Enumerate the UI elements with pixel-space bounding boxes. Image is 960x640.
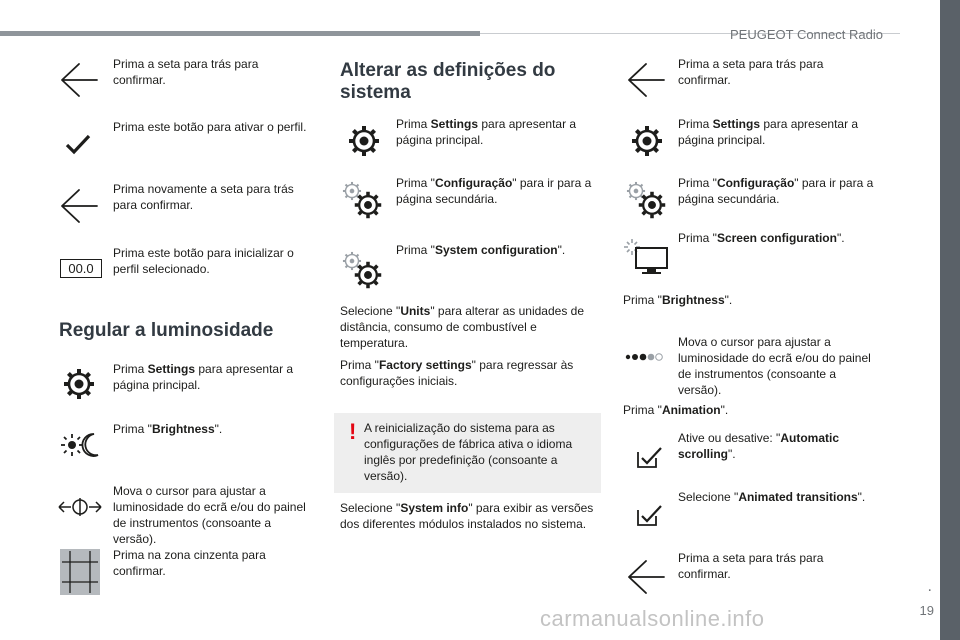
col3-animation-paragraph: Prima "Animation". — [623, 403, 729, 417]
col1-step-activate-profile: Prima este botão para ativar o perfil. — [113, 120, 307, 134]
double-gear-icon-large — [353, 190, 383, 220]
col1-step-settings: Prima Settings para apresentar a página principal. — [113, 362, 294, 392]
watermark: carmanualsonline.info — [540, 606, 765, 631]
double-gear-icon[interactable] — [625, 180, 667, 220]
col3-step-settings: Prima Settings para apresentar a página principal. — [678, 117, 859, 147]
screen-sun-icon[interactable] — [624, 237, 670, 277]
col2-system-info-paragraph: Selecione "System info" para exibir as versões dos diferentes módulos instalados no sistema. — [340, 501, 594, 531]
back-arrow-icon[interactable] — [624, 557, 668, 597]
frame-corner-icon — [60, 549, 100, 595]
checkbox-icon[interactable] — [634, 502, 664, 528]
col2-units-paragraph: Selecione "Units" para alterar as unidades de distância, consumo de combustível e temperatura. — [340, 304, 585, 350]
col1-step-move-slider: Mova o cursor para ajustar a luminosidade do ecrã e/ou do painel de instrumentos (consoante a versão). — [113, 484, 306, 546]
col2-step-system-configuration: Prima "System configuration". — [396, 243, 566, 257]
col3-step-auto-scrolling: Ative ou desative: "Automatic scrolling". — [678, 431, 839, 461]
col1-step-confirm-again: Prima novamente a seta para trás para confirmar. — [113, 182, 294, 212]
sun-moon-icon[interactable] — [58, 430, 102, 460]
col3-brightness-paragraph: Prima "Brightness". — [623, 293, 733, 307]
col3-step-confirm-final: Prima a seta para trás para confirmar. — [678, 551, 824, 581]
gear-icon[interactable] — [630, 124, 664, 158]
section-heading-system: Alterar as definições do sistema — [340, 60, 556, 103]
col3-step-configuration: Prima "Configuração" para ir para a página secundária. — [678, 176, 874, 206]
col1-step-grey-zone: Prima na zona cinzenta para confirmar. — [113, 548, 266, 578]
col2-step-settings: Prima Settings para apresentar a página principal. — [396, 117, 577, 147]
top-rule — [0, 31, 480, 36]
section-heading-brightness: Regular a luminosidade — [59, 320, 274, 341]
warning-text: A reinicialização do sistema para as configurações de fábrica ativa o idioma inglês por predefinição (consoante a versão). — [364, 421, 573, 483]
col1-step-confirm: Prima a seta para trás para confirmar. — [113, 57, 259, 87]
page-header: PEUGEOT Connect Radio — [730, 27, 883, 42]
col2-factory-paragraph: Prima "Factory settings" para regressar às configurações iniciais. — [340, 358, 574, 388]
brightness-dots-icon[interactable] — [624, 350, 666, 364]
col3-step-confirm: Prima a seta para trás para confirmar. — [678, 57, 824, 87]
gear-icon[interactable] — [62, 367, 96, 401]
double-gear-icon-large — [637, 190, 667, 220]
slider-icon[interactable] — [57, 495, 103, 519]
grey-confirm-zone[interactable] — [60, 549, 100, 595]
warning-exclamation-icon: ! — [349, 419, 357, 444]
back-arrow-icon[interactable] — [57, 60, 101, 100]
reset-profile-button[interactable]: 00.0 — [60, 259, 102, 278]
col2-step-configuration: Prima "Configuração" para ir para a página secundária. — [396, 176, 592, 206]
page-dot: . — [927, 578, 932, 595]
double-gear-icon[interactable] — [341, 180, 383, 220]
col3-step-move-slider: Mova o cursor para ajustar a luminosidade do ecrã e/ou do painel de instrumentos (consoante a versão). — [678, 335, 871, 397]
page-number: 19 — [919, 603, 934, 618]
checkbox-icon[interactable] — [634, 444, 664, 470]
col3-step-animated-transitions: Selecione "Animated transitions". — [678, 490, 866, 504]
col1-step-brightness: Prima "Brightness". — [113, 422, 223, 436]
col3-step-screen-configuration: Prima "Screen configuration". — [678, 231, 845, 245]
checkmark-icon[interactable] — [64, 132, 92, 156]
double-gear-icon[interactable] — [341, 250, 383, 290]
page-side-tab — [940, 0, 960, 640]
gear-icon[interactable] — [347, 124, 381, 158]
double-gear-icon-large — [353, 260, 383, 290]
col1-step-reset-profile: Prima este botão para inicializar o perfil selecionado. — [113, 246, 294, 276]
back-arrow-icon[interactable] — [57, 186, 101, 226]
back-arrow-icon[interactable] — [624, 60, 668, 100]
